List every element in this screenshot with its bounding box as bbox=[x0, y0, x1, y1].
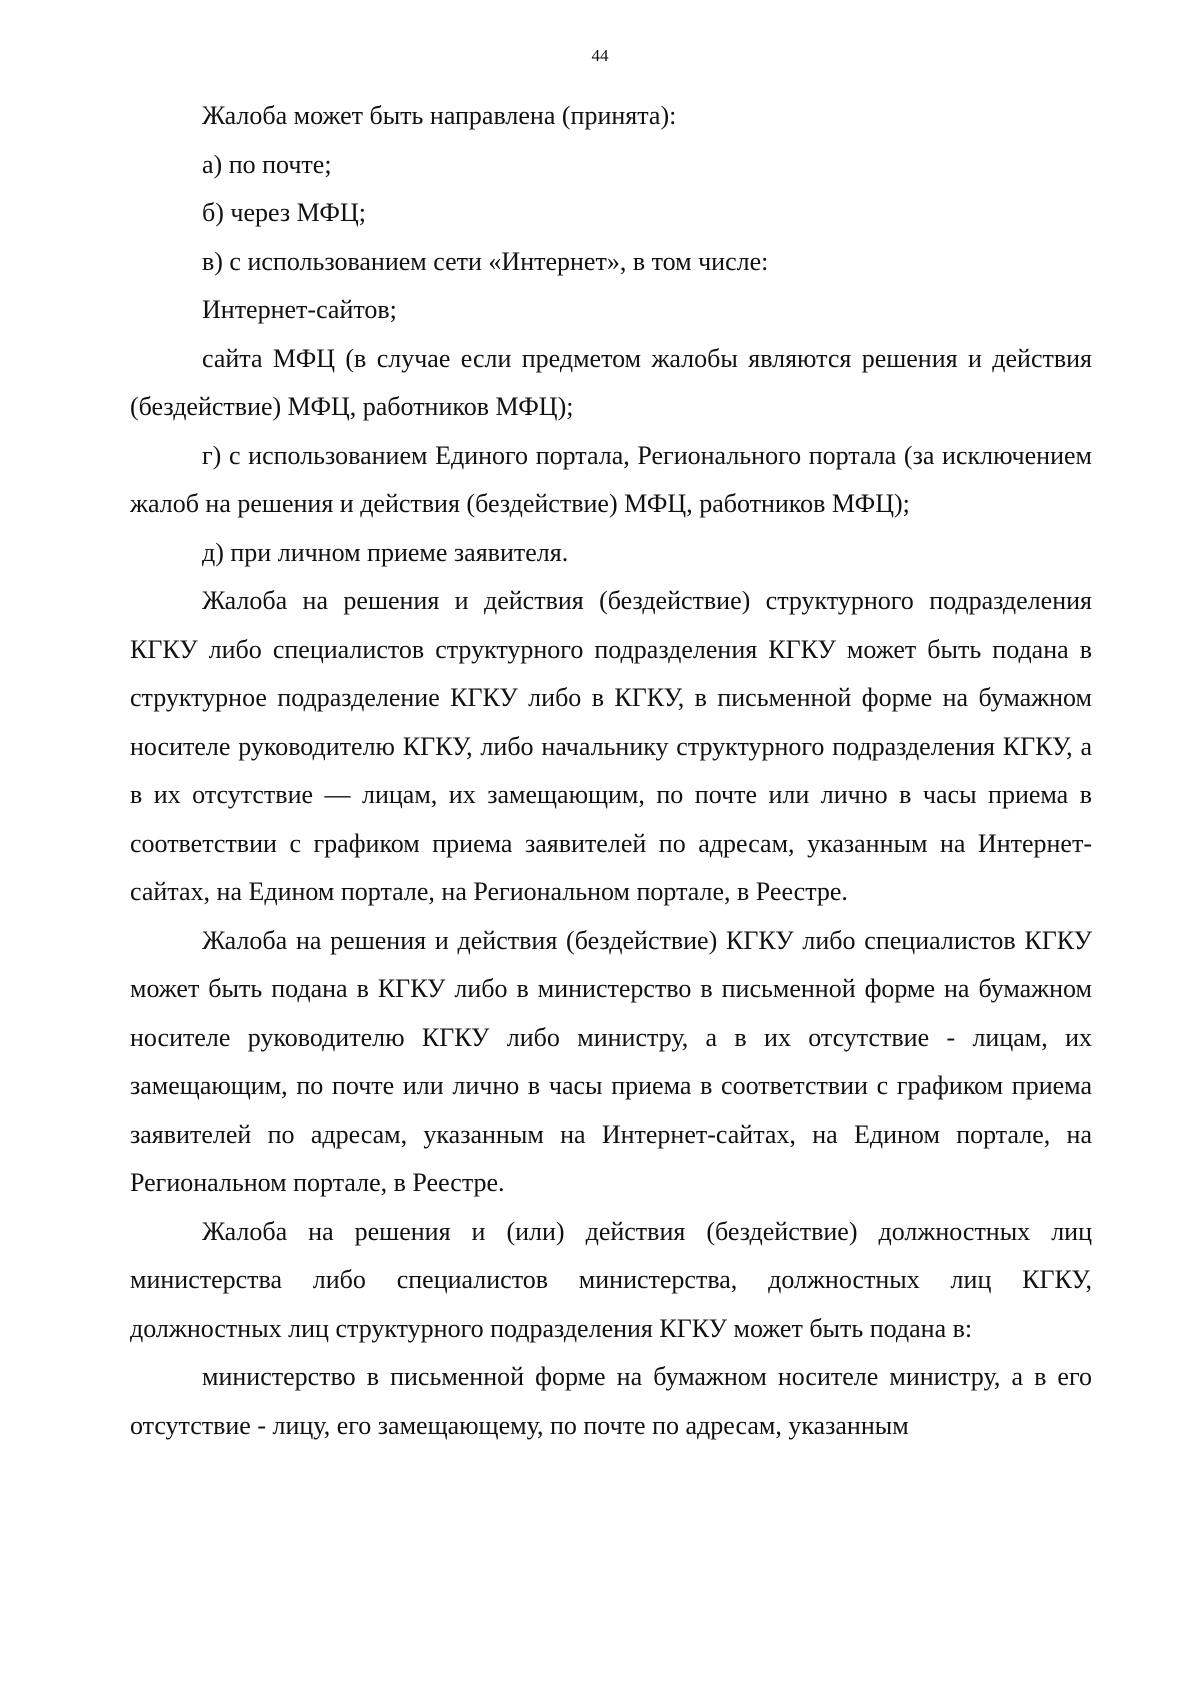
document-body bbox=[130, 92, 1092, 1450]
paragraph-officials-complaint: Жалоба на решения и (или) действия (бездействие) должностных лиц министерства либо специалистов министерства, должностных лиц КГКУ, должностных лиц структурного подразделения КГКУ может быть подана в: bbox=[130, 1216, 1092, 1343]
list-item-portals: г) с использованием Единого портала, Регионального портала (за исключением жалоб на решения и действия (бездействие) МФЦ, работников МФЦ); bbox=[130, 440, 1092, 518]
list-item-internet-sites: Интернет-сайтов; bbox=[202, 295, 397, 324]
list-item-mfc-site: сайта МФЦ (в случае если предметом жалобы являются решения и действия (бездействие) МФЦ, работников МФЦ); bbox=[130, 343, 1092, 421]
paragraph-structural-unit-complaint: Жалоба на решения и действия (бездействие) структурного подразделения КГКУ либо специалистов структурного подразделения КГКУ может быть подана в структурное подразделение КГКУ либо в КГКУ, в письменной форме на бумажном носителе руководителю КГКУ, либо начальнику структурного подразделения КГКУ, а в их отсутствие — лицам, их замещающим, по почте или лично в часы приема в соответствии с графиком приема заявителей по адресам, указанным на Интернет-сайтах, на Едином портале, на Региональном портале, в Реестре. bbox=[130, 586, 1092, 906]
paragraph-ministry-submission: министерство в письменной форме на бумажном носителе министру, а в его отсутствие - лицу, его замещающему, по почте по адресам, указанным bbox=[130, 1362, 1092, 1440]
paragraph-complaint-submission: Жалоба может быть направлена (принята): bbox=[202, 101, 677, 130]
list-item-personal-reception: д) при личном приеме заявителя. bbox=[202, 537, 569, 567]
list-item-by-mail: а) по почте; bbox=[202, 149, 332, 179]
page-number: 44 bbox=[591, 46, 609, 65]
list-item-via-mfc: б) через МФЦ; bbox=[202, 198, 366, 227]
list-item-internet: в) с использованием сети «Интернет», в том числе: bbox=[202, 246, 769, 276]
paragraph-kgku-complaint: Жалоба на решения и действия (бездействие) КГКУ либо специалистов КГКУ может быть подана в КГКУ либо в министерство в письменной форме на бумажном носителе руководителю КГКУ либо министру, а в их отсутствие - лицам, их замещающим, по почте или лично в часы приема в соответствии с графиком приема заявителей по адресам, указанным на Интернет-сайтах, на Едином портале, на Региональном портале, в Реестре. bbox=[130, 925, 1092, 1197]
